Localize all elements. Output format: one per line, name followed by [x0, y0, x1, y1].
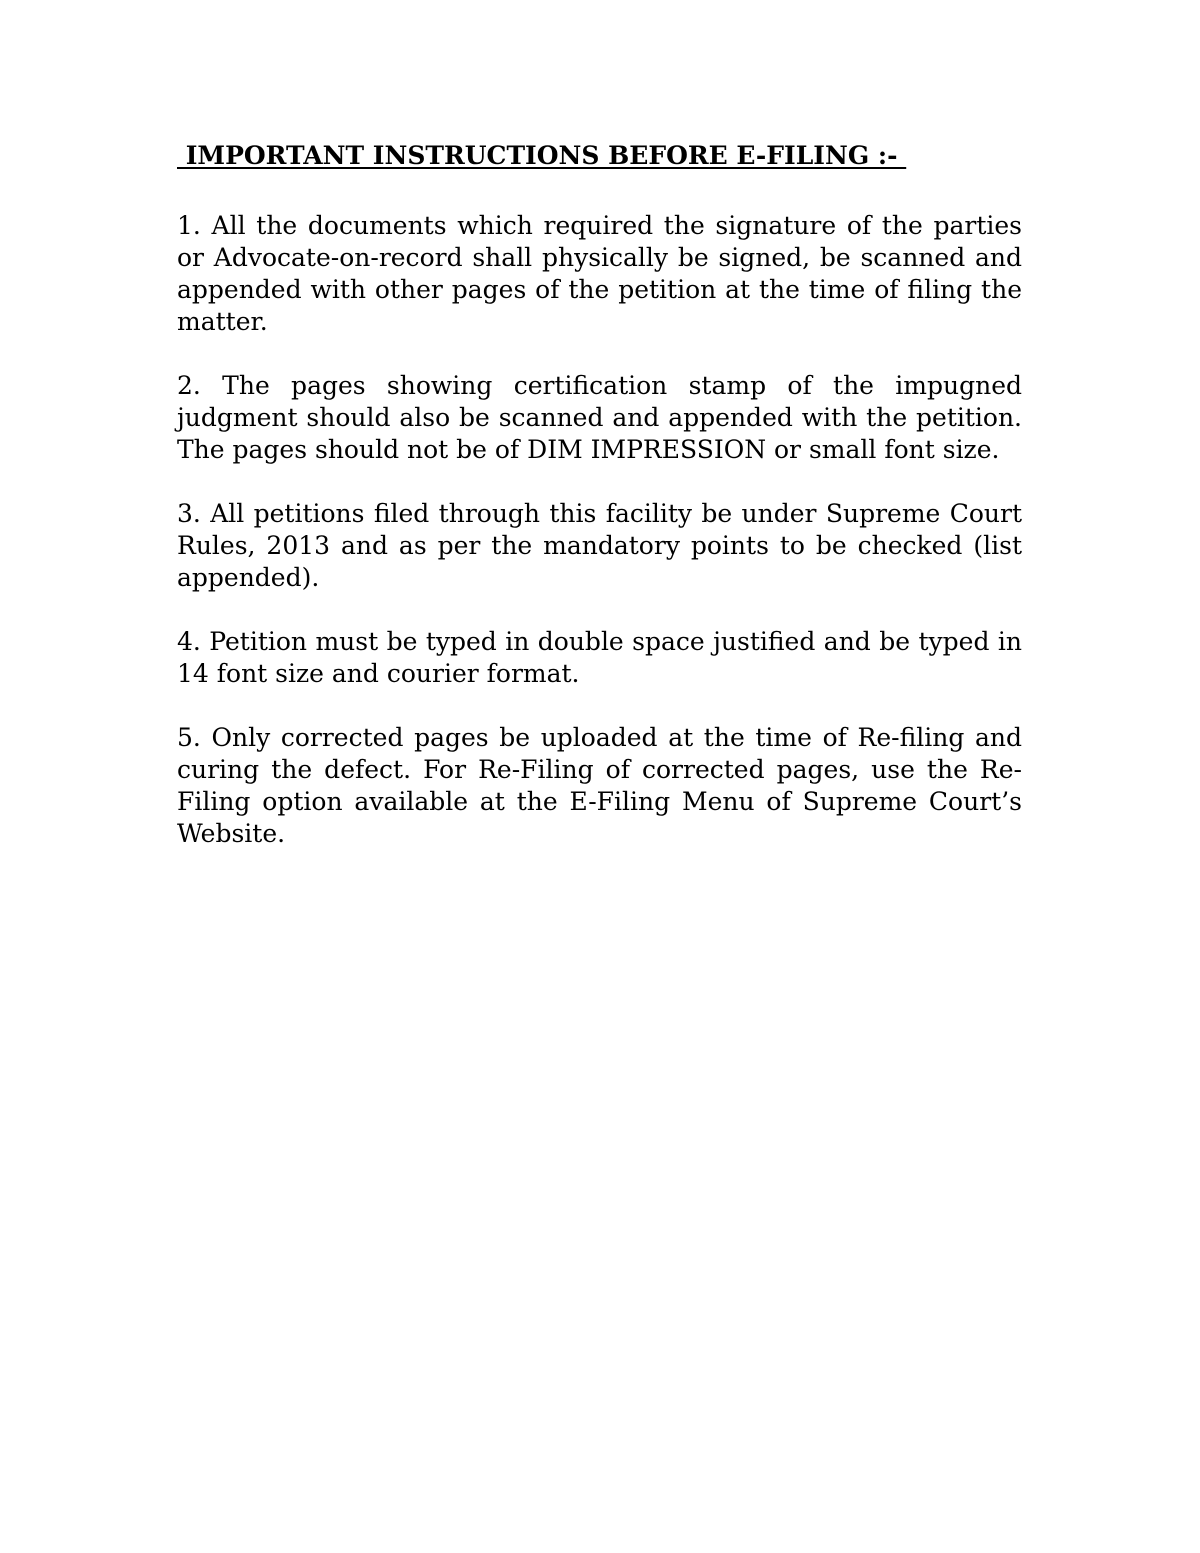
- instruction-2: 2. The pages showing certification stamp of the impugned judgment should also be scanned and appended with the petition. The pages should not be of DIM IMPRESSION or small font size.: [177, 371, 1022, 464]
- instruction-5: 5. Only corrected pages be uploaded at the time of Re-filing and curing the defect. For Re-Filing of corrected pages, use the Re-Filing option available at the E-Filing Menu of Supreme Court’s Website.: [177, 723, 1022, 848]
- instruction-3: 3. All petitions filed through this facility be under Supreme Court Rules, 2013 and as per the mandatory points to be checked (list appended).: [177, 499, 1022, 592]
- page-title: IMPORTANT INSTRUCTIONS BEFORE E-FILING :-: [177, 141, 907, 170]
- instruction-1: 1. All the documents which required the signature of the parties or Advocate-on-record shall physically be signed, be scanned and appended with other pages of the petition at the time of filing the matter.: [177, 211, 1022, 336]
- instruction-4: 4. Petition must be typed in double space justified and be typed in 14 font size and courier format.: [177, 627, 1022, 688]
- document-body: [177, 140, 1022, 882]
